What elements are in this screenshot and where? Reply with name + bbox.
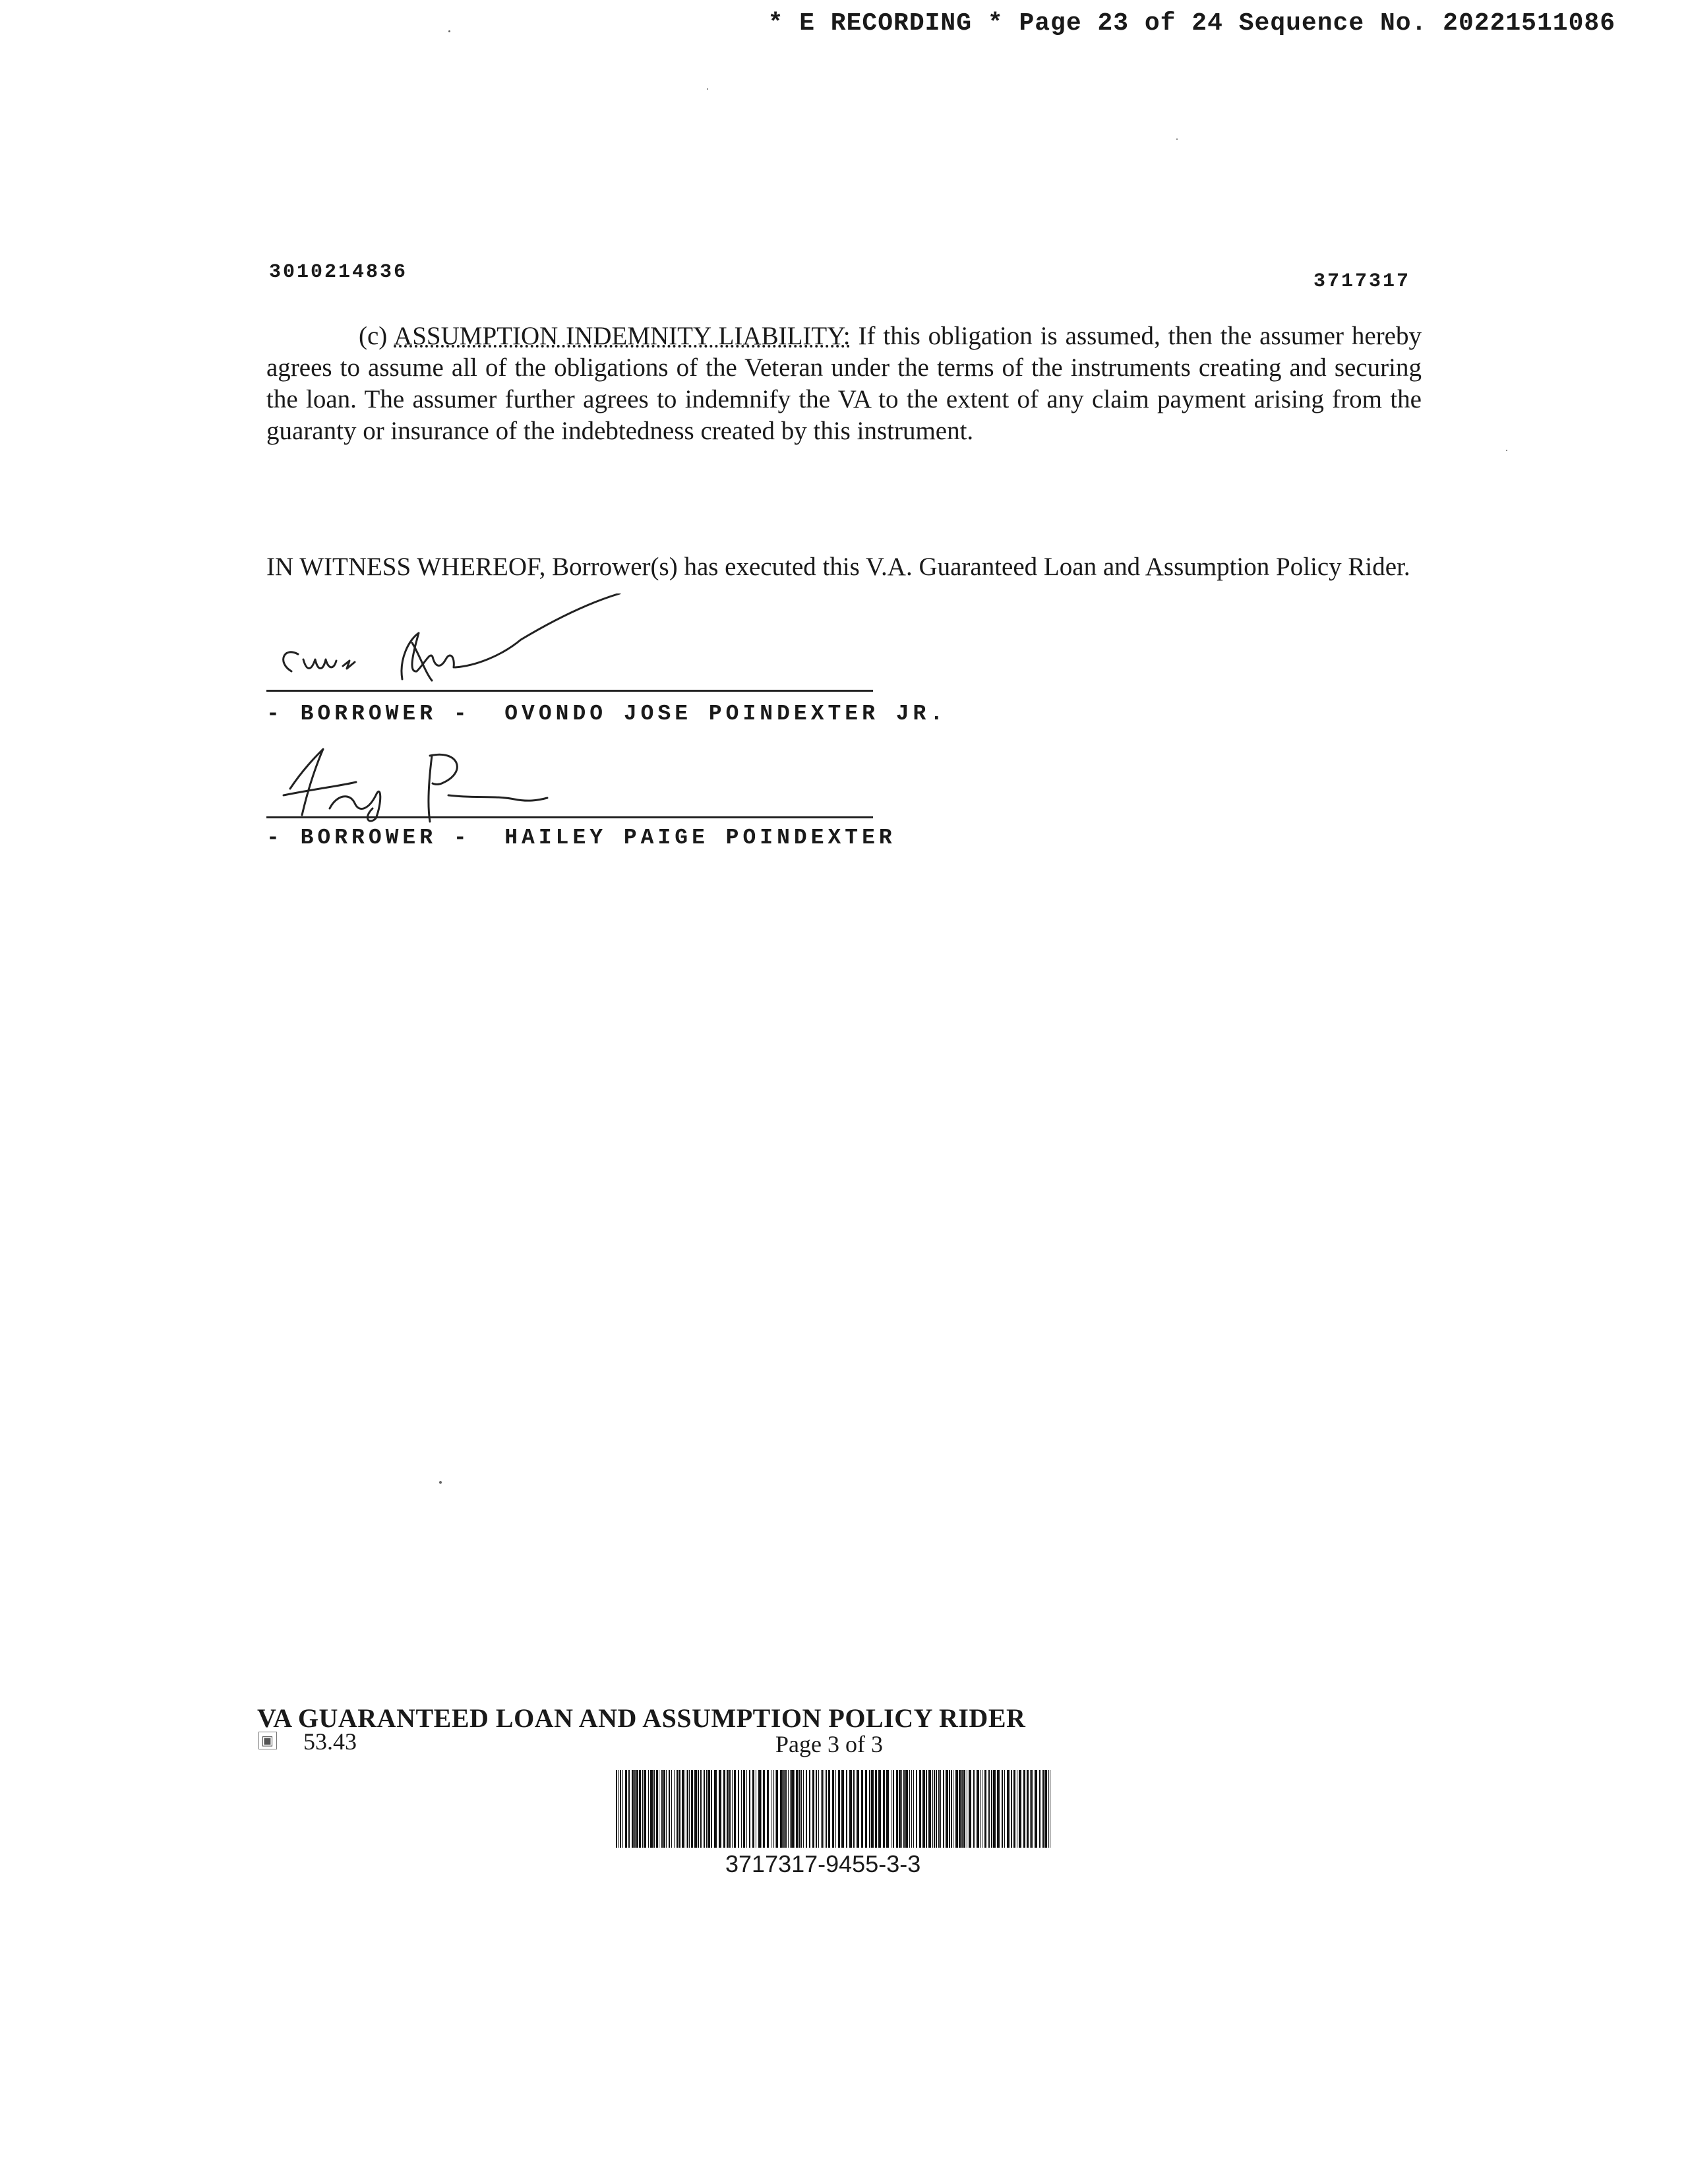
barcode-bar: [738, 1770, 739, 1848]
scan-speck: [1176, 138, 1178, 140]
barcode-bar: [674, 1770, 675, 1848]
barcode-bar: [752, 1770, 754, 1848]
signature-line-2: [266, 816, 873, 818]
barcode-bar: [620, 1770, 621, 1848]
barcode-bar: [934, 1770, 935, 1848]
barcode-bar: [650, 1770, 653, 1848]
barcode-bar: [946, 1770, 948, 1848]
barcode-bar: [969, 1770, 971, 1848]
borrower-name-2: - BORROWER - HAILEY PAIGE POINDEXTER: [266, 826, 896, 850]
barcode-bar: [803, 1770, 804, 1848]
barcode-bar: [988, 1770, 990, 1848]
barcode-bar: [1039, 1770, 1040, 1848]
barcode-bar: [636, 1770, 638, 1848]
barcode-bar: [704, 1770, 705, 1848]
barcode-bar: [949, 1770, 950, 1848]
barcode-bar: [666, 1770, 667, 1848]
barcode-bar: [916, 1770, 917, 1848]
barcode-bar: [984, 1770, 986, 1848]
barcode-bar: [698, 1770, 699, 1848]
barcode-bar: [734, 1770, 736, 1848]
barcode-bar: [865, 1770, 867, 1848]
barcode-bar: [1019, 1770, 1021, 1848]
barcode-bar: [1011, 1770, 1012, 1848]
barcode-bar: [997, 1770, 1000, 1848]
barcode-bar: [749, 1770, 750, 1848]
barcode-bar: [1048, 1770, 1049, 1848]
barcode-bar: [1002, 1770, 1003, 1848]
barcode-bar: [963, 1770, 965, 1848]
scan-speck: [448, 30, 450, 32]
barcode-bar: [644, 1770, 646, 1848]
barcode-bar: [980, 1770, 981, 1848]
barcode-bar: [846, 1770, 847, 1848]
barcode-bar: [677, 1770, 678, 1848]
barcode-bar: [821, 1770, 822, 1848]
barcode-bar: [940, 1770, 941, 1848]
barcode-bar: [625, 1770, 627, 1848]
barcode-bar: [746, 1770, 747, 1848]
barcode-text: 3717317-9455-3-3: [725, 1850, 921, 1877]
borrower-name-1: - BORROWER - OVONDO JOSE POINDEXTER JR.: [266, 702, 948, 726]
barcode-bar: [909, 1770, 910, 1848]
barcode-bar: [926, 1770, 927, 1848]
barcode-bar: [622, 1770, 623, 1848]
barcode-bar: [875, 1770, 877, 1848]
barcode-bar: [639, 1770, 641, 1848]
barcode-bar: [788, 1770, 789, 1848]
barcode-bar: [977, 1770, 979, 1848]
barcode-bar: [791, 1770, 794, 1848]
barcode-bar: [628, 1770, 630, 1848]
barcode-bar: [938, 1770, 940, 1848]
barcode-bar: [853, 1770, 855, 1848]
barcode-bar: [905, 1770, 908, 1848]
barcode-bar: [767, 1770, 769, 1848]
barcode-bar: [886, 1770, 889, 1848]
barcode-bar: [826, 1770, 827, 1848]
barcode-bar: [901, 1770, 902, 1848]
barcode-bar: [849, 1770, 852, 1848]
barcode-bar: [642, 1770, 643, 1848]
barcode-bar: [741, 1770, 742, 1848]
loan-number-right: 3717317: [1313, 270, 1411, 293]
barcode-bar: [955, 1770, 958, 1848]
barcode-bar: [861, 1770, 863, 1848]
barcode-bar: [911, 1770, 912, 1848]
barcode-bar: [893, 1770, 894, 1848]
barcode-bar: [883, 1770, 885, 1848]
barcode-bar: [1042, 1770, 1044, 1848]
barcode-bar: [708, 1770, 710, 1848]
barcode-bar: [1023, 1770, 1025, 1848]
barcode-bar: [700, 1770, 702, 1848]
barcode-bar: [785, 1770, 787, 1848]
barcode-bar: [1027, 1770, 1029, 1848]
barcode-bar: [1030, 1770, 1031, 1848]
barcode-bar: [723, 1770, 725, 1848]
barcode-bar: [896, 1770, 898, 1848]
barcode-bar: [869, 1770, 870, 1848]
barcode-bar: [727, 1770, 729, 1848]
barcode-bar: [783, 1770, 785, 1848]
barcode-bar: [899, 1770, 901, 1848]
witness-statement: IN WITNESS WHEREOF, Borrower(s) has executed this V.A. Guaranteed Loan and Assumption Policy Rider.: [266, 553, 1410, 581]
barcode-bar: [919, 1770, 921, 1848]
barcode-bar: [828, 1770, 830, 1848]
barcode-bar: [729, 1770, 731, 1848]
barcode-bar: [806, 1770, 807, 1848]
barcode-bar: [661, 1770, 663, 1848]
barcode-bar: [816, 1770, 817, 1848]
barcode-bar: [663, 1770, 665, 1848]
barcode-bar: [922, 1770, 925, 1848]
barcode-bar: [799, 1770, 800, 1848]
barcode-bar: [653, 1770, 655, 1848]
form-code: 53.43: [303, 1728, 357, 1755]
barcode-bar: [928, 1770, 931, 1848]
barcode-bar: [1004, 1770, 1005, 1848]
barcode-bar: [669, 1770, 670, 1848]
barcode-bar: [878, 1770, 881, 1848]
barcode-bar: [706, 1770, 708, 1848]
loan-number-left: 3010214836: [269, 261, 408, 284]
barcode-bar: [871, 1770, 874, 1848]
barcode-bar: [932, 1770, 933, 1848]
barcode-bar: [936, 1770, 937, 1848]
barcode-bar: [832, 1770, 834, 1848]
barcode-bar: [618, 1770, 619, 1848]
barcode-bar: [678, 1770, 680, 1848]
barcode-bar: [682, 1770, 684, 1848]
barcode-bar: [763, 1770, 765, 1848]
scan-speck: [1506, 450, 1507, 451]
barcode-bar: [959, 1770, 961, 1848]
barcode-bar: [1044, 1770, 1047, 1848]
barcode-bar: [632, 1770, 634, 1848]
barcode-bar: [648, 1770, 649, 1848]
barcode-bar: [818, 1770, 819, 1848]
barcode-bar: [913, 1770, 914, 1848]
barcode-bar: [758, 1770, 761, 1848]
recording-header: * E RECORDING * Page 23 of 24 Sequence No. 20221511086: [768, 9, 1615, 38]
barcode-bar: [1007, 1770, 1010, 1848]
barcode-bar: [732, 1770, 733, 1848]
barcode-bar: [973, 1770, 975, 1848]
barcode-bar: [790, 1770, 791, 1848]
barcode-bar: [993, 1770, 996, 1848]
barcode-bar: [689, 1770, 690, 1848]
barcode-bar: [991, 1770, 992, 1848]
barcode-bar: [711, 1770, 712, 1848]
scan-speck: [707, 88, 708, 90]
barcode-bar: [796, 1770, 798, 1848]
clause-heading: ASSUMPTION INDEMNITY LIABILITY:: [394, 322, 851, 350]
barcode-bar: [800, 1770, 802, 1848]
form-code-mark: ▣: [258, 1732, 277, 1749]
barcode-bar: [743, 1770, 745, 1848]
barcode-bar: [1031, 1770, 1033, 1848]
signature-borrower-1: [277, 593, 646, 696]
scan-speck: [439, 1481, 442, 1484]
barcode-bar: [687, 1770, 688, 1848]
assumption-indemnity-paragraph: [266, 320, 1422, 447]
barcode-bar: [776, 1770, 778, 1848]
barcode-bar: [634, 1770, 636, 1848]
barcode-bar: [943, 1770, 944, 1848]
form-title: VA GUARANTEED LOAN AND ASSUMPTION POLICY RIDER: [257, 1703, 1026, 1733]
barcode-bar: [773, 1770, 774, 1848]
barcode-bar: [809, 1770, 810, 1848]
signature-line-1: [266, 690, 873, 692]
barcode-bar: [694, 1770, 697, 1848]
barcode-bar: [714, 1770, 717, 1848]
clause-body: If this obligation is assumed, then the assumer hereby agrees to assume all of the obligations of the Veteran under the terms of the instruments creating and securing the loan. The assumer further agrees to indemnify the VA to the extent of any claim payment arising from the guaranty or insurance of the indebtedness created by this instrument.: [266, 322, 1422, 445]
barcode-bar: [841, 1770, 844, 1848]
barcode-bar: [857, 1770, 859, 1848]
barcode-bar: [835, 1770, 836, 1848]
barcode-bar: [656, 1770, 658, 1848]
barcode-bar: [961, 1770, 963, 1848]
barcode-bar: [903, 1770, 905, 1848]
clause-marker: (c): [359, 322, 388, 350]
barcode-bar: [951, 1770, 952, 1848]
barcode-bar: [691, 1770, 693, 1848]
barcode-bar: [1013, 1770, 1015, 1848]
barcode-bar: [838, 1770, 840, 1848]
barcode-bar: [822, 1770, 823, 1848]
barcode-bar: [616, 1770, 617, 1848]
barcode-bar: [1035, 1770, 1037, 1848]
page-info: Page 3 of 3: [775, 1731, 883, 1757]
barcode-bar: [812, 1770, 814, 1848]
barcode: [613, 1770, 1055, 1851]
barcode-bar: [671, 1770, 672, 1848]
barcode-bar: [780, 1770, 783, 1848]
barcode-bar: [719, 1770, 721, 1848]
